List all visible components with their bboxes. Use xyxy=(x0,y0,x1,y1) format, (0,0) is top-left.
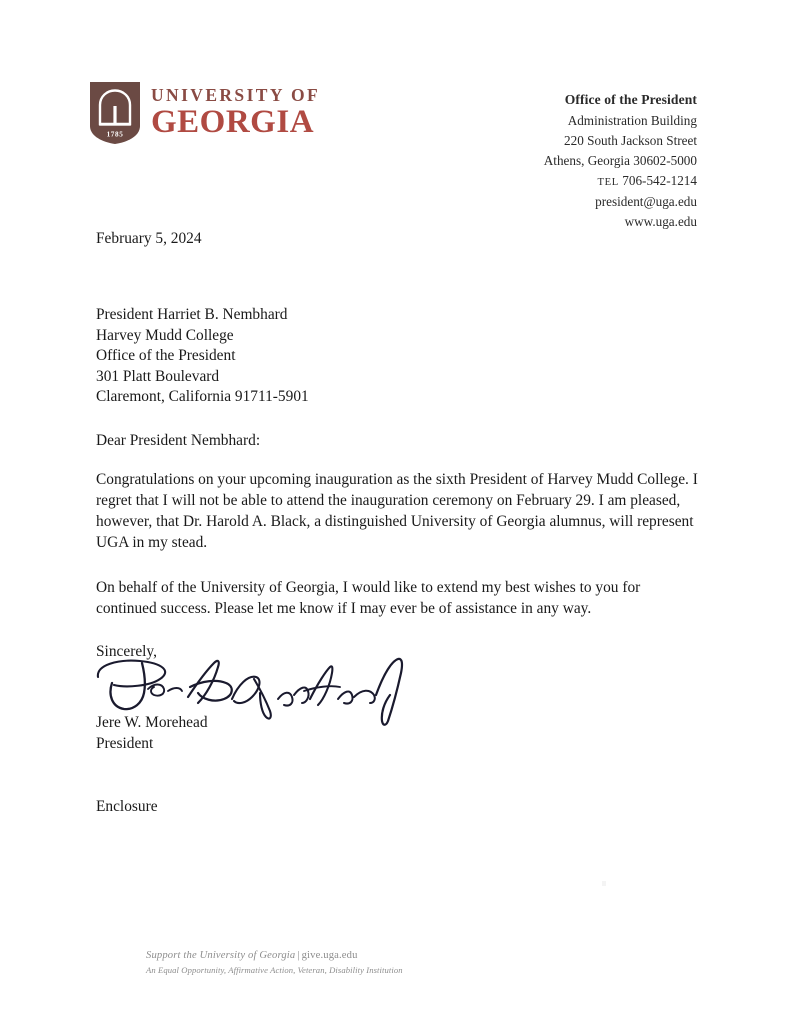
body-paragraph-1: Congratulations on your upcoming inauguration as the sixth President of Harvey Mudd College. I regret that I will not be able to attend the inauguration ceremony on February 29. I am pleased, however, that Dr. Harold A. Black, a distinguished University of Georgia alumnus, will represent UGA in my stead. xyxy=(96,471,698,552)
uga-wordmark xyxy=(151,84,321,141)
recipient-line: 301 Platt Boulevard xyxy=(96,367,220,385)
svg-text:1785: 1785 xyxy=(106,130,124,139)
letterhead-contact-block xyxy=(544,90,697,232)
recipient-line: Claremont, California 91711-5901 xyxy=(96,388,309,406)
address-building: Administration Building xyxy=(567,112,697,128)
closing-salutation: Sincerely, xyxy=(96,642,157,660)
address-city-state-zip: Athens, Georgia 30602-5000 xyxy=(543,153,697,169)
wordmark-university-of: UNIVERSITY OF xyxy=(151,84,321,105)
recipient-line: Harvey Mudd College xyxy=(96,326,234,344)
letterhead xyxy=(0,0,791,229)
scan-artifact xyxy=(602,881,606,886)
website-url: www.uga.edu xyxy=(624,213,697,229)
footer-separator: | xyxy=(297,950,300,961)
telephone-line xyxy=(544,171,697,191)
address-street: 220 South Jackson Street xyxy=(564,132,697,148)
recipient-line: Office of the President xyxy=(96,347,236,365)
recipient-address-block xyxy=(96,305,704,407)
uga-logo xyxy=(90,82,320,144)
recipient-line: President Harriet B. Nembhard xyxy=(96,306,288,324)
wordmark-georgia: GEORGIA xyxy=(151,104,315,141)
footer-eeo-statement: An Equal Opportunity, Affirmative Action, Veteran, Disability Institution xyxy=(146,964,403,975)
tel-number: 706-542-1214 xyxy=(622,173,697,189)
signer-name: Jere W. Morehead xyxy=(96,714,208,732)
signature-block xyxy=(96,713,704,755)
body-paragraph-2: On behalf of the University of Georgia, I would like to extend my best wishes to you for continued success. Please let me know if I may ever be of assistance in any way. xyxy=(96,579,641,617)
salutation: Dear President Nembhard: xyxy=(96,431,261,449)
uga-arch-shield-icon xyxy=(90,82,140,144)
letter-date: February 5, 2024 xyxy=(96,230,202,247)
footer-support-text: Support the University of Georgia xyxy=(146,950,296,961)
tel-label: TEL xyxy=(597,177,619,189)
footer-give-url: give.uga.edu xyxy=(301,950,358,961)
enclosure-notation: Enclosure xyxy=(96,798,158,816)
signature-area xyxy=(96,655,704,713)
footer-support-line xyxy=(146,948,403,964)
email-address: president@uga.edu xyxy=(595,193,697,209)
office-title: Office of the President xyxy=(564,92,697,107)
signer-title: President xyxy=(96,735,154,753)
page-footer xyxy=(146,948,403,977)
letter-body xyxy=(96,230,704,815)
